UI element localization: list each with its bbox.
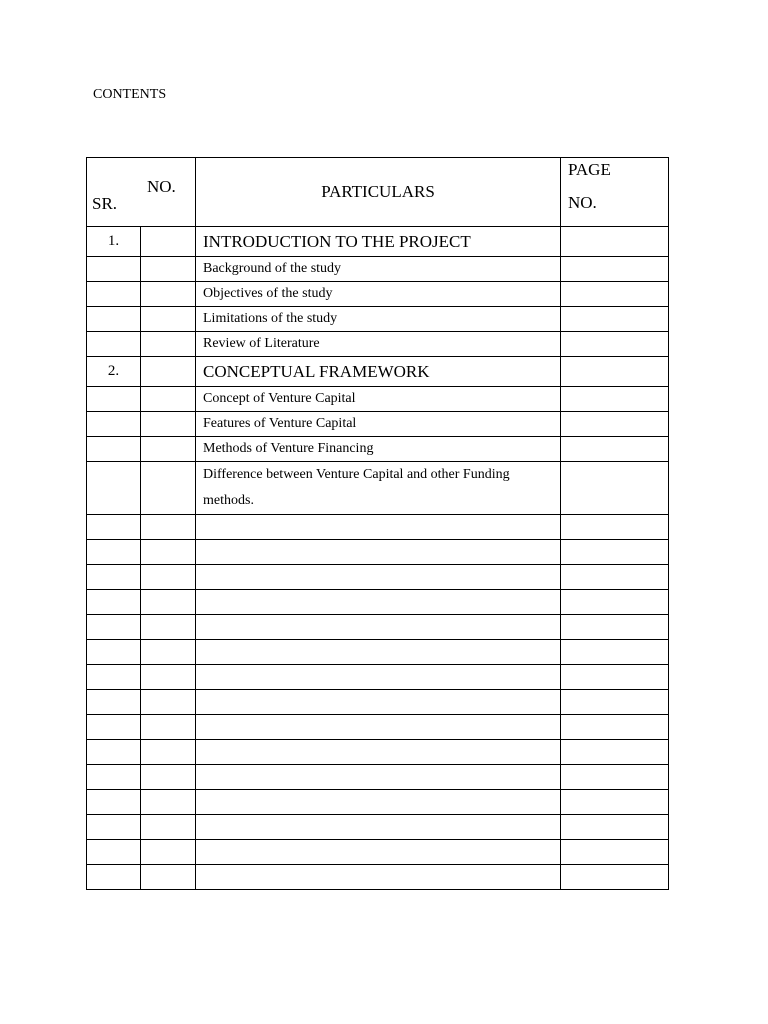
row-page-number — [561, 307, 669, 332]
table-row-empty — [87, 840, 669, 865]
row-page-number — [561, 332, 669, 357]
table-row-empty — [87, 615, 669, 640]
row-sub-number — [141, 357, 196, 387]
empty-cell — [141, 565, 196, 590]
row-number — [87, 462, 141, 515]
table-row-empty — [87, 865, 669, 890]
row-particular: Methods of Venture Financing — [196, 437, 561, 462]
empty-cell — [87, 690, 141, 715]
table-row — [87, 332, 669, 357]
empty-cell — [561, 790, 669, 815]
row-number — [87, 307, 141, 332]
empty-cell — [196, 540, 561, 565]
table-row — [87, 387, 669, 412]
table-row-empty — [87, 765, 669, 790]
row-number: 2. — [87, 357, 141, 387]
row-page-number — [561, 257, 669, 282]
empty-cell — [141, 715, 196, 740]
row-sub-number — [141, 332, 196, 357]
table-row — [87, 437, 669, 462]
empty-cell — [196, 565, 561, 590]
empty-cell — [561, 815, 669, 840]
header-sr-label: SR. — [92, 194, 118, 213]
row-page-number — [561, 387, 669, 412]
row-number — [87, 437, 141, 462]
table-row-empty — [87, 740, 669, 765]
empty-cell — [196, 715, 561, 740]
row-page-number — [561, 357, 669, 387]
empty-cell — [561, 840, 669, 865]
empty-cell — [196, 840, 561, 865]
row-particular: Review of Literature — [196, 332, 561, 357]
table-row-empty — [87, 715, 669, 740]
row-particular: CONCEPTUAL FRAMEWORK — [196, 357, 561, 387]
empty-cell — [196, 815, 561, 840]
table-row-empty — [87, 590, 669, 615]
empty-cell — [87, 665, 141, 690]
empty-cell — [87, 515, 141, 540]
row-particular: Limitations of the study — [196, 307, 561, 332]
row-page-number — [561, 282, 669, 307]
empty-cell — [87, 865, 141, 890]
empty-cell — [87, 540, 141, 565]
empty-cell — [561, 565, 669, 590]
table-row — [87, 227, 669, 257]
row-particular: Concept of Venture Capital — [196, 387, 561, 412]
row-particular: Background of the study — [196, 257, 561, 282]
row-particular: Objectives of the study — [196, 282, 561, 307]
table-row — [87, 307, 669, 332]
empty-cell — [196, 590, 561, 615]
row-number — [87, 332, 141, 357]
empty-cell — [561, 690, 669, 715]
empty-cell — [196, 515, 561, 540]
header-page-no-cell — [561, 158, 669, 227]
empty-cell — [87, 590, 141, 615]
table-row-empty — [87, 790, 669, 815]
empty-cell — [141, 665, 196, 690]
row-sub-number — [141, 257, 196, 282]
empty-cell — [561, 590, 669, 615]
empty-cell — [87, 840, 141, 865]
empty-cell — [561, 740, 669, 765]
empty-cell — [87, 565, 141, 590]
row-number — [87, 412, 141, 437]
empty-cell — [87, 740, 141, 765]
empty-cell — [141, 640, 196, 665]
table-row — [87, 282, 669, 307]
row-sub-number — [141, 387, 196, 412]
table-row-empty — [87, 815, 669, 840]
empty-cell — [561, 615, 669, 640]
table-row — [87, 412, 669, 437]
row-sub-number — [141, 412, 196, 437]
empty-cell — [87, 815, 141, 840]
table-row-empty — [87, 540, 669, 565]
empty-cell — [87, 615, 141, 640]
empty-cell — [196, 615, 561, 640]
empty-cell — [196, 790, 561, 815]
empty-cell — [561, 640, 669, 665]
empty-cell — [561, 715, 669, 740]
table-row-empty — [87, 515, 669, 540]
table-row — [87, 257, 669, 282]
header-no-label: NO. — [147, 177, 176, 196]
empty-cell — [561, 865, 669, 890]
empty-cell — [141, 515, 196, 540]
empty-cell — [196, 690, 561, 715]
header-sr-no-cell — [87, 158, 196, 227]
empty-cell — [141, 590, 196, 615]
empty-cell — [561, 540, 669, 565]
row-sub-number — [141, 282, 196, 307]
empty-cell — [87, 790, 141, 815]
empty-cell — [87, 640, 141, 665]
empty-cell — [141, 840, 196, 865]
row-particular: Difference between Venture Capital and other Funding methods. — [196, 462, 561, 515]
empty-cell — [141, 540, 196, 565]
table-header-row — [87, 158, 669, 227]
table-row-empty — [87, 665, 669, 690]
row-number: 1. — [87, 227, 141, 257]
row-sub-number — [141, 462, 196, 515]
empty-cell — [561, 515, 669, 540]
row-number — [87, 282, 141, 307]
row-sub-number — [141, 437, 196, 462]
row-page-number — [561, 412, 669, 437]
empty-cell — [196, 665, 561, 690]
empty-cell — [196, 640, 561, 665]
empty-cell — [87, 715, 141, 740]
table-row — [87, 357, 669, 387]
row-sub-number — [141, 307, 196, 332]
row-particular: Features of Venture Capital — [196, 412, 561, 437]
row-sub-number — [141, 227, 196, 257]
row-page-number — [561, 227, 669, 257]
header-no-label-page: NO. — [568, 193, 597, 212]
table-row-empty — [87, 565, 669, 590]
empty-cell — [141, 615, 196, 640]
empty-cell — [141, 865, 196, 890]
empty-cell — [141, 815, 196, 840]
row-particular: INTRODUCTION TO THE PROJECT — [196, 227, 561, 257]
row-number — [87, 257, 141, 282]
empty-cell — [87, 765, 141, 790]
empty-cell — [141, 690, 196, 715]
empty-cell — [196, 865, 561, 890]
table-row — [87, 462, 669, 515]
empty-cell — [561, 765, 669, 790]
empty-cell — [561, 665, 669, 690]
row-page-number — [561, 437, 669, 462]
header-page-label: PAGE — [568, 160, 611, 179]
empty-cell — [141, 765, 196, 790]
empty-cell — [196, 765, 561, 790]
page-heading: CONTENTS — [93, 87, 167, 102]
row-page-number — [561, 462, 669, 515]
header-particulars: PARTICULARS — [196, 158, 561, 227]
empty-cell — [141, 790, 196, 815]
table-row-empty — [87, 690, 669, 715]
contents-table — [86, 157, 669, 890]
row-number — [87, 387, 141, 412]
empty-cell — [196, 740, 561, 765]
table-row-empty — [87, 640, 669, 665]
empty-cell — [141, 740, 196, 765]
